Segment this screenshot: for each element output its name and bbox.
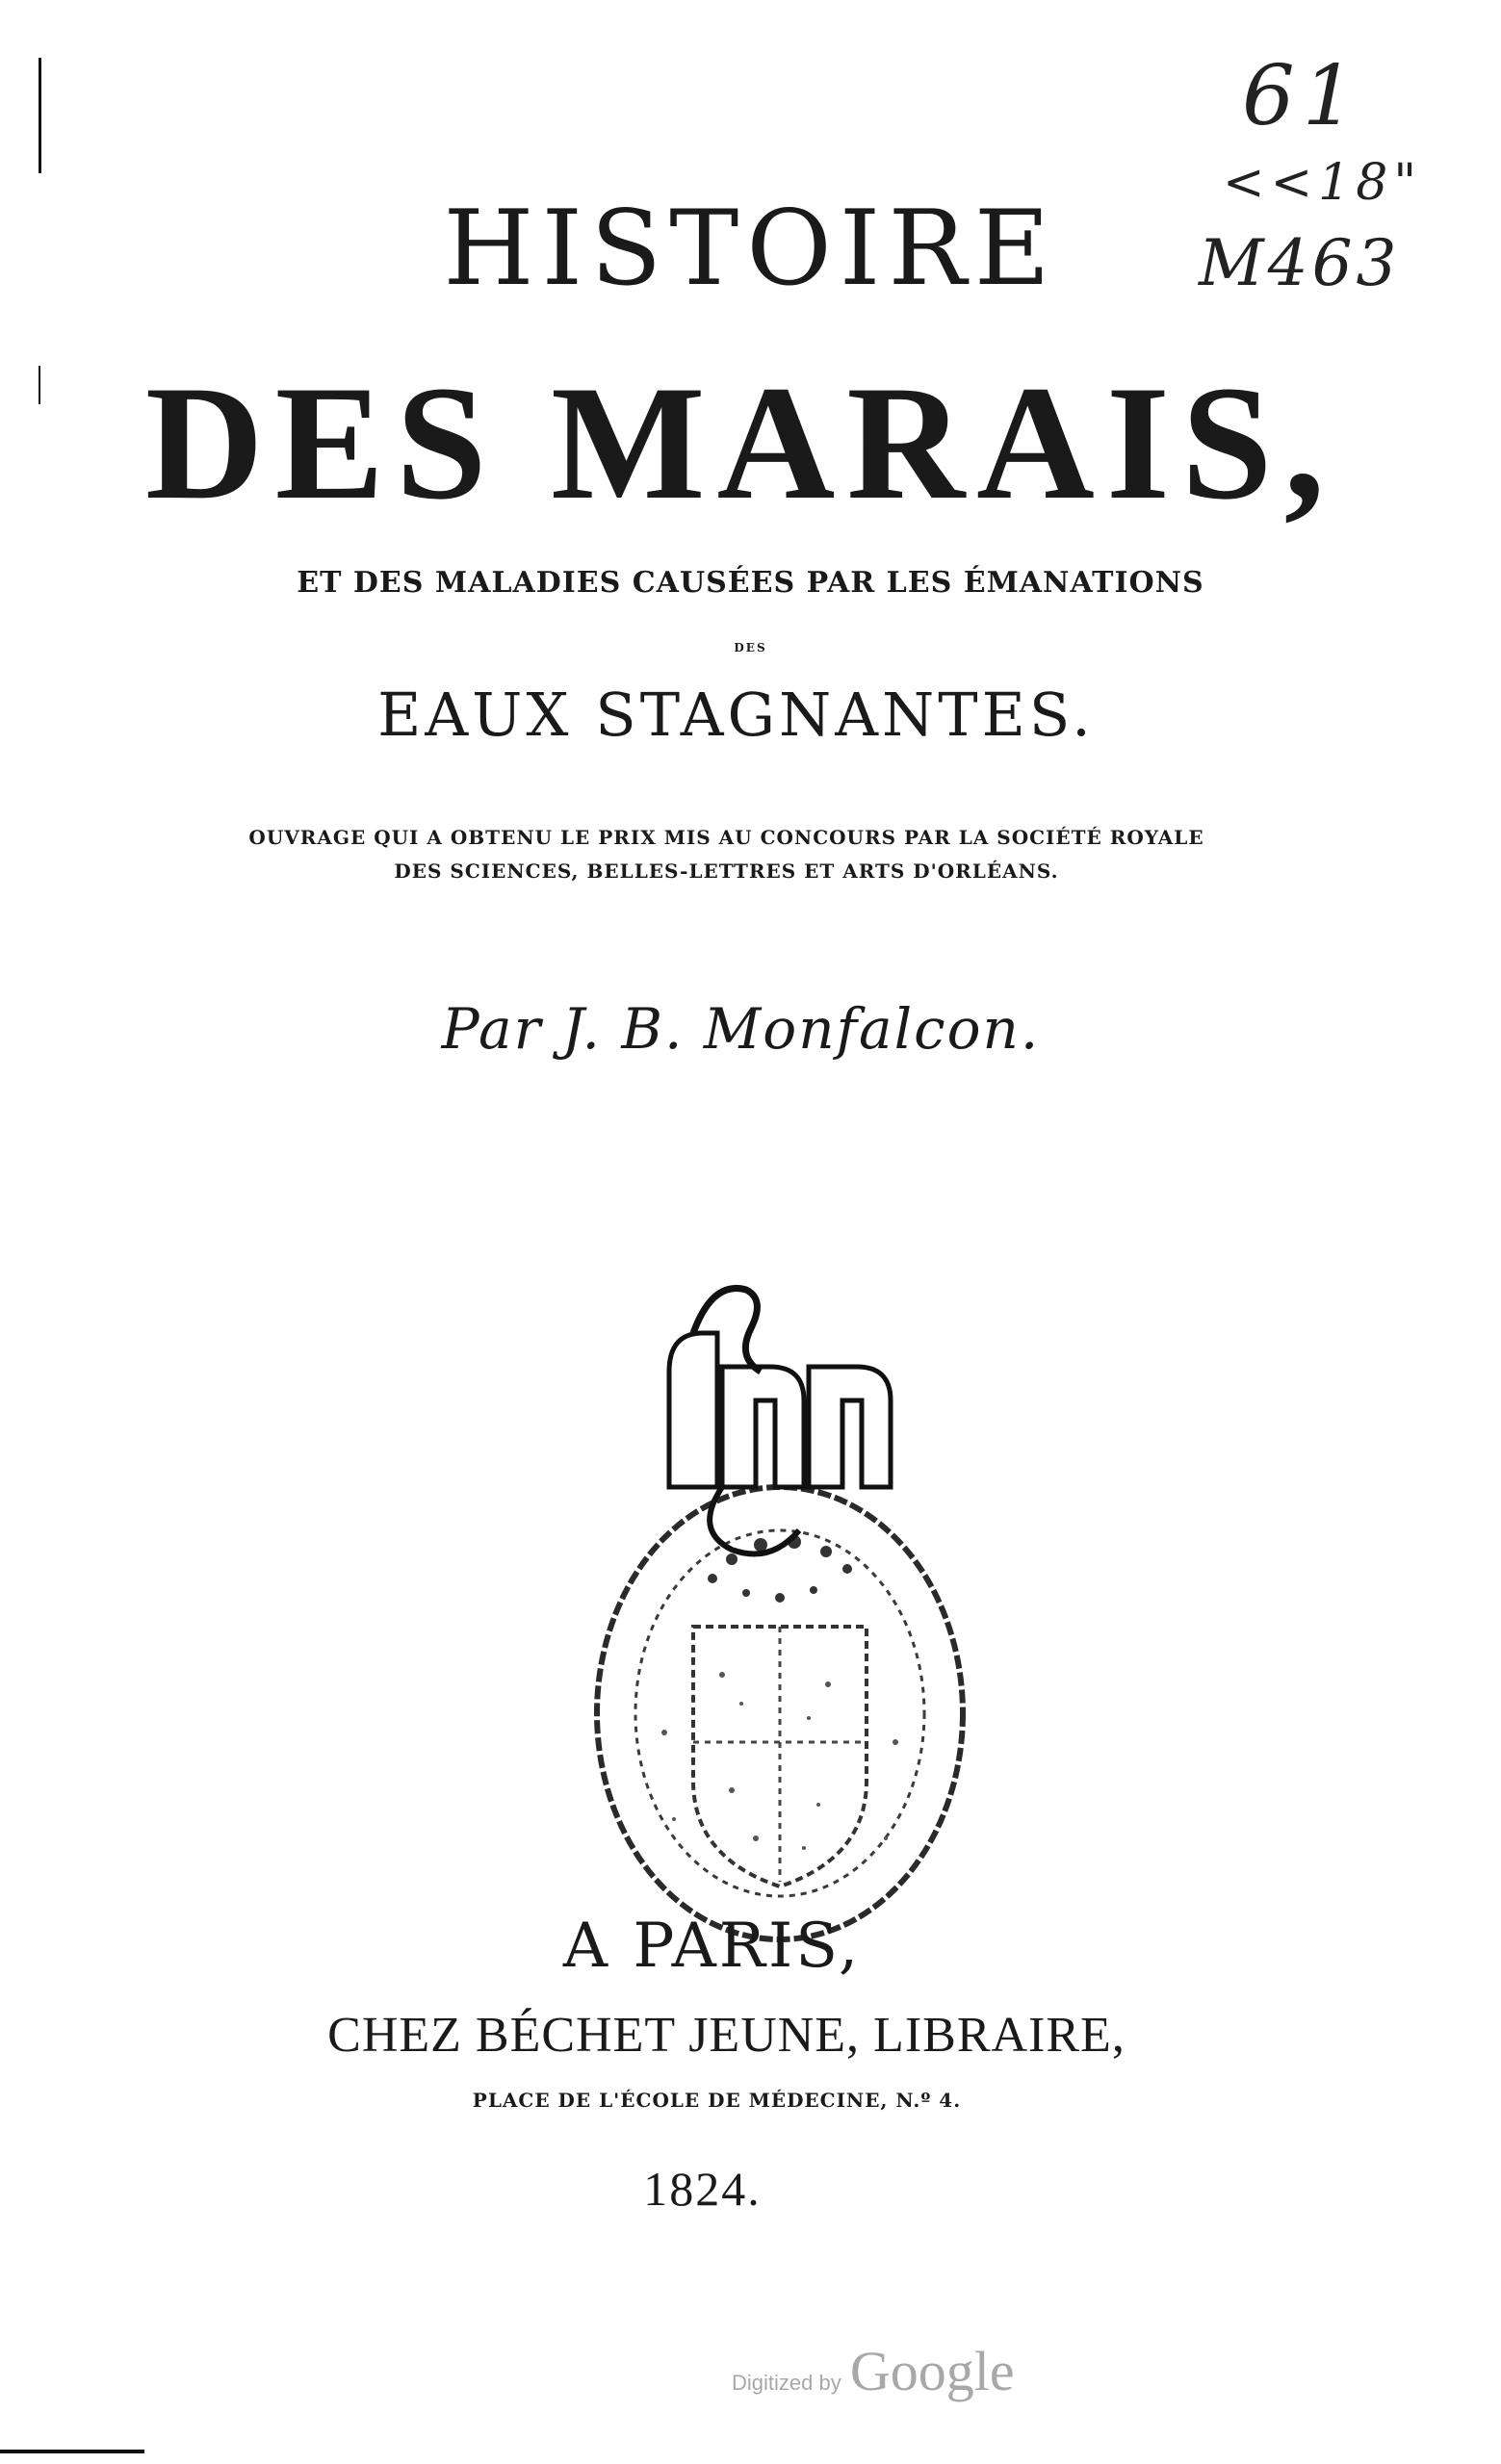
title-line-1: HISTOIRE xyxy=(443,189,1058,309)
scan-margin-mark xyxy=(39,58,41,173)
imprint-publisher: CHEZ BÉCHET JEUNE, LIBRAIRE, xyxy=(327,2008,1126,2063)
title-line-2: DES MARAIS, xyxy=(144,352,1337,533)
subtitle-connector: DES xyxy=(734,641,767,654)
google-logo: Google xyxy=(849,2340,1015,2402)
imprint-address: PLACE DE L'ÉCOLE DE MÉDECINE, N.º 4. xyxy=(472,2089,962,2112)
subtitle-line-2: EAUX STAGNANTES. xyxy=(377,680,1095,750)
prize-note-line-2: DES SCIENCES, BELLES-LETTRES ET ARTS D'ORLÉANS. xyxy=(394,860,1059,883)
google-watermark xyxy=(732,2339,1136,2403)
handwritten-shelfmark-line1: 61 xyxy=(1242,48,1363,144)
handwritten-shelfmark-line2: <<18" xyxy=(1223,154,1423,212)
author-line: Par J. B. Monfalcon. xyxy=(441,996,1041,1062)
library-stamp-icon xyxy=(578,1280,982,1954)
imprint-place: A PARIS, xyxy=(562,1911,862,1982)
scan-margin-mark xyxy=(0,2450,144,2453)
imprint-year: 1824. xyxy=(643,2162,762,2216)
subtitle-line-1: ET DES MALADIES CAUSÉES PAR LES ÉMANATIONS xyxy=(297,566,1204,600)
handwritten-shelfmark-line3: M463 xyxy=(1199,226,1401,300)
library-stamp xyxy=(578,1280,982,1954)
digitized-by-label: Digitized by xyxy=(732,2371,841,2395)
prize-note-line-1: OUVRAGE QUI A OBTENU LE PRIX MIS AU CONCOURS PAR LA SOCIÉTÉ ROYALE xyxy=(248,826,1204,849)
